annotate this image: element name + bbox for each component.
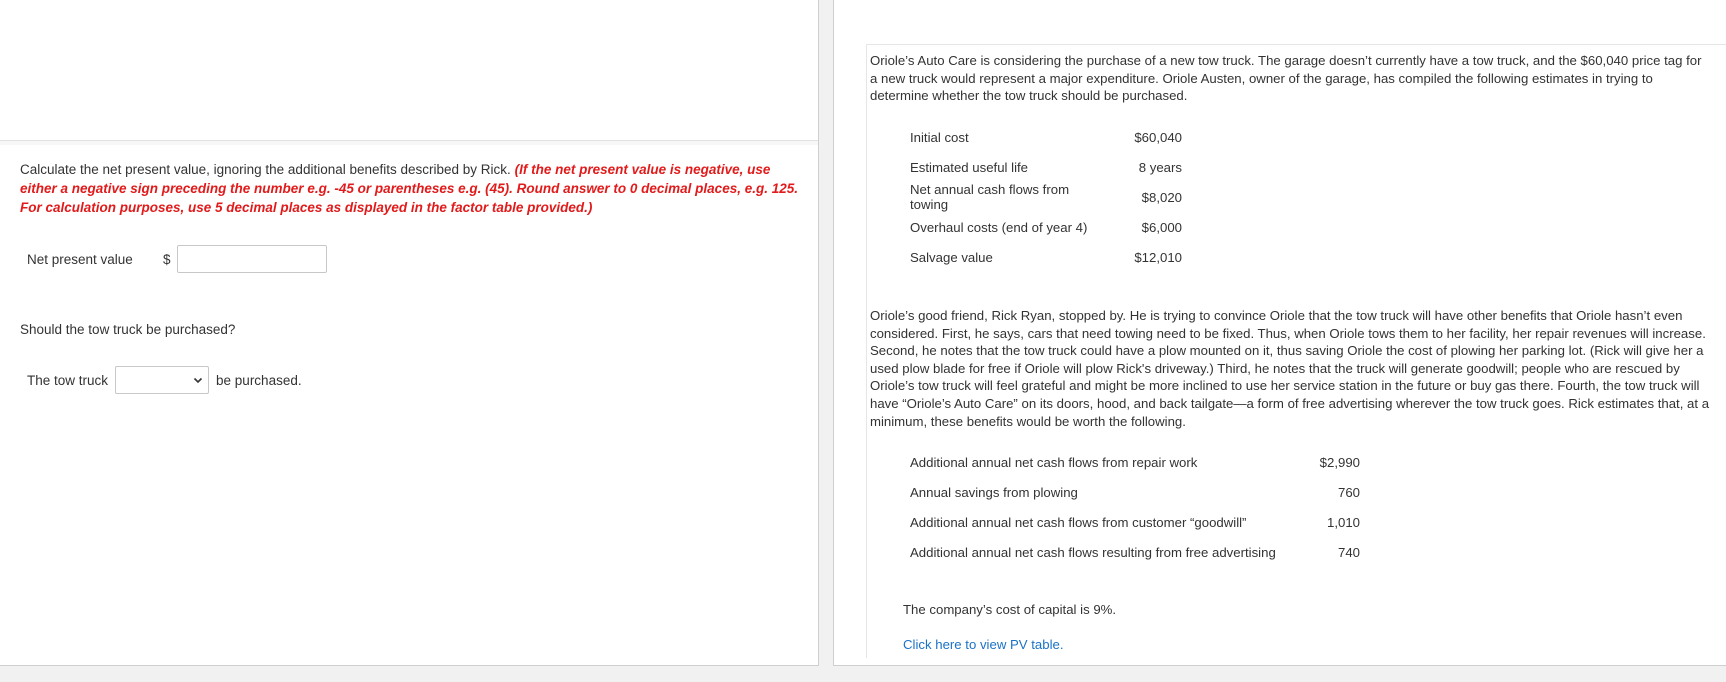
benefits-table xyxy=(910,447,1360,567)
table-row xyxy=(910,447,1360,477)
benefit-value: 740 xyxy=(1337,544,1360,560)
table-row xyxy=(910,182,1182,212)
estimate-value: $8,020 xyxy=(1141,189,1182,205)
instruction-plain: Calculate the net present value, ignoring the additional benefits described by Rick. xyxy=(20,162,511,177)
estimate-label: Estimated useful life xyxy=(910,159,1029,175)
estimates-table xyxy=(910,122,1182,272)
estimate-label: Net annual cash flows from towing xyxy=(910,182,1070,212)
estimate-label: Initial cost xyxy=(910,129,969,145)
npv-label: Net present value xyxy=(27,251,133,267)
benefit-label: Additional annual net cash flows from customer “goodwill” xyxy=(910,514,1247,530)
table-row xyxy=(910,477,1360,507)
chevron-down-icon xyxy=(192,374,204,386)
npv-row xyxy=(27,245,327,273)
estimate-value: 8 years xyxy=(1138,159,1182,175)
benefit-value: 1,010 xyxy=(1326,514,1360,530)
estimate-value: $6,000 xyxy=(1141,219,1182,235)
table-row xyxy=(910,242,1182,272)
benefit-label: Additional annual net cash flows from repair work xyxy=(910,454,1198,470)
estimate-label: Salvage value xyxy=(910,249,993,265)
table-row xyxy=(910,122,1182,152)
benefit-value: $2,990 xyxy=(1319,454,1360,470)
benefit-label: Additional annual net cash flows resulting from free advertising xyxy=(910,544,1276,560)
purchase-decision-select[interactable] xyxy=(115,366,209,394)
table-row xyxy=(910,212,1182,242)
npv-input[interactable] xyxy=(177,245,327,273)
instruction-emphasis: (If the net present value is negative, use either a negative sign preceding the number e.g. -45 or parentheses e.g. (45). Round answer to 0 decimal places, e.g. 125. For calculation purposes, use 5 decimal places as displayed in the factor table provided.) xyxy=(20,162,798,215)
divider xyxy=(0,140,818,145)
decision-prefix: The tow truck xyxy=(27,372,109,388)
rick-paragraph: Oriole’s good friend, Rick Ryan, stopped by. He is trying to convince Oriole that the tow truck will have other benefits that Oriole hasn’t even considered. First, he says, cars that need towing need to be fixed. Thus, when Oriole tows them to her facility, her repair revenues will increase. Second, he notes that the tow truck could have a plow mounted on it, thus saving Oriole the cost of plowing her parking lot. (Rick will give her a used plow blade for free if Oriole will plow Rick's driveway.) Third, he notes that the truck will generate goodwill; people who are rescued by Oriole’s tow truck will feel grateful and might be more inclined to use her service station in the future or buy gas there. Fourth, the tow truck will have “Oriole’s Auto Care” on its doors, hood, and back tailgate—a form of free advertising wherever the tow truck goes. Rick estimates that, at a minimum, these benefits would be worth the following. xyxy=(870,308,1710,429)
estimate-label: Overhaul costs (end of year 4) xyxy=(910,219,1088,235)
benefit-label: Annual savings from plowing xyxy=(910,484,1078,500)
table-row xyxy=(910,152,1182,182)
purchase-decision-row xyxy=(27,366,302,394)
estimate-value: $12,010 xyxy=(1134,249,1182,265)
benefit-value: 760 xyxy=(1337,484,1360,500)
decision-suffix: be purchased. xyxy=(216,372,302,388)
instruction-text xyxy=(20,160,800,217)
problem-intro: Oriole’s Auto Care is considering the purchase of a new tow truck. The garage doesn’t currently have a tow truck, and the $60,040 price tag for a new truck would represent a major expenditure. Oriole Austen, owner of the garage, has compiled the following estimates in trying to determine whether the tow truck should be purchased. xyxy=(870,53,1702,104)
cost-of-capital: The company’s cost of capital is 9%. xyxy=(903,602,1117,617)
question-text: Should the tow truck be purchased? xyxy=(20,322,236,337)
table-row xyxy=(910,507,1360,537)
estimate-value: $60,040 xyxy=(1134,129,1182,145)
table-row xyxy=(910,537,1360,567)
currency-symbol: $ xyxy=(163,251,171,267)
pv-table-link[interactable]: Click here to view PV table. xyxy=(903,637,1064,652)
